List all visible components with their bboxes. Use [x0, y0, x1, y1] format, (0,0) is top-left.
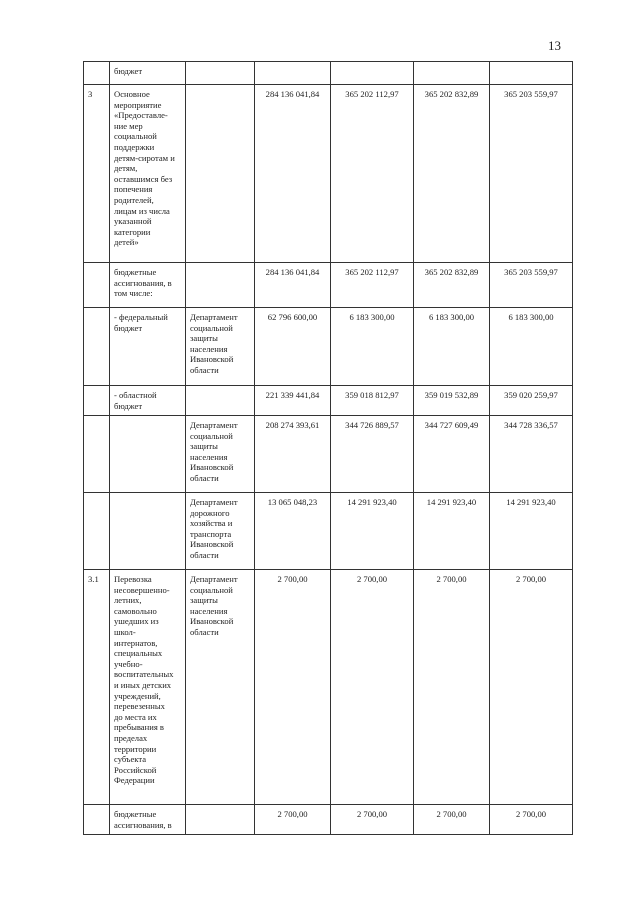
row-dept: Департамент социальной защиты населения Ивановской области [186, 570, 255, 805]
value-cell: 6 183 300,00 [414, 308, 490, 386]
row-number: 3 [84, 85, 110, 263]
table-row [84, 85, 573, 263]
value-cell: 284 136 041,84 [255, 85, 331, 263]
value-cell [490, 62, 573, 85]
value-cell: 2 700,00 [255, 570, 331, 805]
page-number: 13 [548, 38, 561, 53]
table-row [84, 386, 573, 416]
value-cell [255, 62, 331, 85]
table-row [84, 416, 573, 493]
row-dept [186, 263, 255, 308]
value-cell: 6 183 300,00 [331, 308, 414, 386]
value-cell: 2 700,00 [490, 570, 573, 805]
budget-table [83, 61, 573, 835]
value-cell: 344 727 609,49 [414, 416, 490, 493]
value-cell: 13 065 048,23 [255, 493, 331, 570]
value-cell: 2 700,00 [414, 805, 490, 835]
row-name [110, 416, 186, 493]
row-dept: Департамент социальной защиты населения Ивановской области [186, 308, 255, 386]
row-number [84, 805, 110, 835]
row-number [84, 308, 110, 386]
row-name: бюджетные ассигнования, в том числе: [110, 263, 186, 308]
row-number [84, 62, 110, 85]
value-cell: 6 183 300,00 [490, 308, 573, 386]
value-cell: 2 700,00 [255, 805, 331, 835]
row-number [84, 416, 110, 493]
value-cell: 365 203 559,97 [490, 85, 573, 263]
row-dept: Департамент социальной защиты населения Ивановской области [186, 416, 255, 493]
table-row [84, 493, 573, 570]
row-dept [186, 85, 255, 263]
value-cell: 344 726 889,57 [331, 416, 414, 493]
value-cell: 365 202 832,89 [414, 263, 490, 308]
value-cell: 14 291 923,40 [414, 493, 490, 570]
value-cell: 344 728 336,57 [490, 416, 573, 493]
row-name: - федеральный бюджет [110, 308, 186, 386]
value-cell: 365 202 112,97 [331, 263, 414, 308]
row-dept [186, 805, 255, 835]
row-name: бюджет [110, 62, 186, 85]
value-cell: 365 203 559,97 [490, 263, 573, 308]
table-row [84, 263, 573, 308]
value-cell: 2 700,00 [490, 805, 573, 835]
row-name: бюджетные ассигнования, в [110, 805, 186, 835]
value-cell: 62 796 600,00 [255, 308, 331, 386]
value-cell: 2 700,00 [331, 570, 414, 805]
row-name: Основное мероприятие «Предоставле- ние мер социальной поддержки детям-сиротам и детям, оставшимся без попечения родителей, лицам из числа указанной категории детей» [110, 85, 186, 263]
value-cell: 284 136 041,84 [255, 263, 331, 308]
row-dept [186, 62, 255, 85]
row-dept: Департамент дорожного хозяйства и транспорта Ивановской области [186, 493, 255, 570]
value-cell: 14 291 923,40 [331, 493, 414, 570]
value-cell: 2 700,00 [331, 805, 414, 835]
row-name [110, 493, 186, 570]
value-cell: 359 020 259,97 [490, 386, 573, 416]
table-row [84, 805, 573, 835]
value-cell: 359 018 812,97 [331, 386, 414, 416]
table-row [84, 308, 573, 386]
table-row [84, 570, 573, 805]
row-number [84, 386, 110, 416]
value-cell: 208 274 393,61 [255, 416, 331, 493]
value-cell: 221 339 441,84 [255, 386, 331, 416]
value-cell: 2 700,00 [414, 570, 490, 805]
value-cell [414, 62, 490, 85]
row-dept [186, 386, 255, 416]
value-cell: 359 019 532,89 [414, 386, 490, 416]
value-cell [331, 62, 414, 85]
table-row [84, 62, 573, 85]
row-number: 3.1 [84, 570, 110, 805]
value-cell: 365 202 832,89 [414, 85, 490, 263]
value-cell: 365 202 112,97 [331, 85, 414, 263]
row-name: - областной бюджет [110, 386, 186, 416]
row-number [84, 493, 110, 570]
row-name: Перевозка несовершенно- летних, самовольно ушедших из школ- интернатов, специальных учебно- воспитательных и иных детских учреждений, перевезенных до места их пребывания в пределах территории субъекта Российской Федерации [110, 570, 186, 805]
row-number [84, 263, 110, 308]
value-cell: 14 291 923,40 [490, 493, 573, 570]
